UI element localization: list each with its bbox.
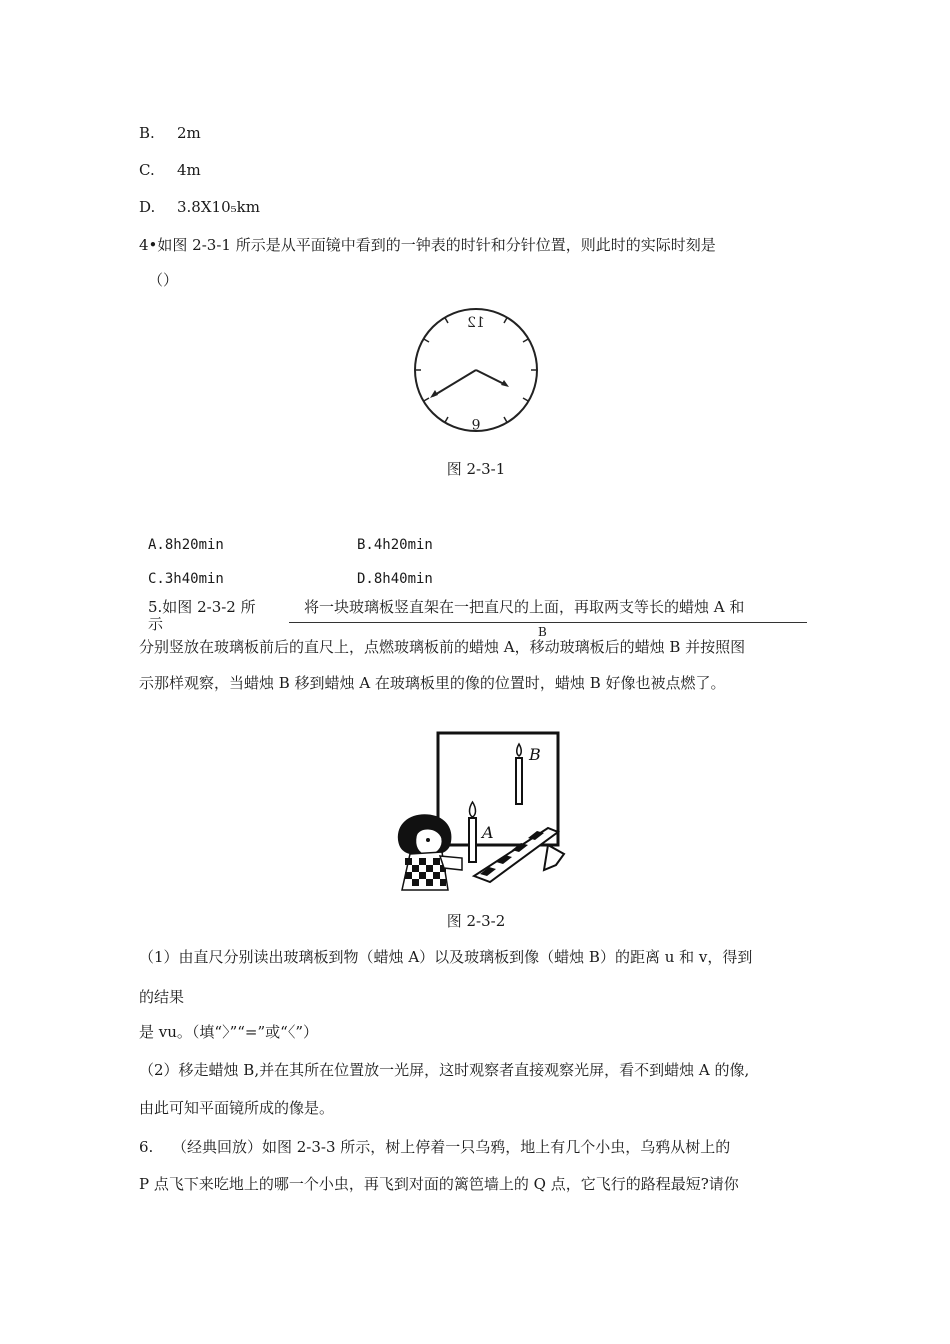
q5-sub2-line-1: （2）移走蜡烛 B,并在其所在位置放一光屏，这时观察者直接观察光屏，看不到蜡烛 A 的像, (139, 1061, 750, 1079)
q5-sub2-line-2: 由此可知平面镜所成的像是。 (139, 1099, 335, 1117)
option-text: 3.8X10₅km (177, 198, 260, 216)
q5-stem-right-cut: B (538, 625, 547, 639)
q4-stem: 4•如图 2-3-1 所示是从平面镜中看到的一钟表的时针和分针位置，则此时的实际时刻是 (139, 236, 716, 254)
option-letter: B. (139, 124, 155, 142)
q5-line-2: 分别竖放在玻璃板前后的直尺上，点燃玻璃板前的蜡烛 A，移动玻璃板后的蜡烛 B 并按照图 (139, 638, 746, 656)
minute-hand-tip (430, 390, 438, 398)
clock-number-6-inverted: 6 (471, 415, 481, 431)
q4-option-d: D.8h40min (357, 571, 433, 587)
q5-stem-right: 将一块玻璃板竖直架在一把直尺的上面，再取两支等长的蜡烛 A 和 (304, 598, 745, 616)
hour-hand-tip (501, 380, 509, 387)
q5-line-3: 示那样观察，当蜡烛 B 移到蜡烛 A 在玻璃板里的像的位置时，蜡烛 B 好像也被点燃了。 (139, 674, 726, 692)
plate-stand (544, 845, 564, 870)
option-b (139, 123, 201, 143)
candle-b-flame-icon (517, 744, 522, 756)
q6-line-2: P 点飞下来吃地上的哪一个小虫，再飞到对面的篱笆墙上的 Q 点，它飞行的路程最短?请你 (139, 1175, 739, 1193)
candle-a-label: A (482, 823, 494, 842)
option-letter: D. (139, 198, 156, 216)
figure-caption-2-3-1: 图 2-3-1 (446, 460, 506, 478)
option-text: 4m (177, 161, 201, 179)
option-text: 2m (177, 124, 201, 142)
q5-sub1-line-1: （1）由直尺分别读出玻璃板到物（蜡烛 A）以及玻璃板到像（蜡烛 B）的距离 u 和 v，得到 (139, 948, 753, 966)
q6-line-1: （经典回放）如图 2-3-3 所示，树上停着一只乌鸦，地上有几个小虫，乌鸦从树上的 (172, 1138, 731, 1156)
q5-blank-underline (289, 622, 807, 623)
q4-paren: （） (148, 271, 179, 289)
q6-number: 6. (139, 1138, 154, 1156)
mirror-clock-figure (410, 303, 542, 438)
hour-hand (476, 370, 506, 385)
q5-stem-left-cut: 示 (148, 615, 164, 633)
minute-hand (433, 370, 476, 396)
q4-option-c: C.3h40min (148, 571, 224, 587)
q5-stem-left: 5.如图 2-3-2 所 (148, 598, 256, 616)
observer-boy (398, 814, 462, 890)
candle-mirror-figure (388, 728, 570, 890)
q4-option-a: A.8h20min (148, 537, 224, 553)
candle-a-flame-icon (469, 802, 475, 817)
clock-number-12-mirrored: 12 (467, 315, 485, 331)
option-c (139, 160, 201, 180)
figure-caption-2-3-2: 图 2-3-2 (446, 912, 506, 930)
candle-b (516, 758, 522, 804)
q5-sub1-line-2: 的结果 (139, 988, 185, 1006)
q4-option-b: B.4h20min (357, 537, 433, 553)
candle-b-label: B (529, 745, 541, 764)
option-letter: C. (139, 161, 155, 179)
q5-sub1-line-3: 是 vu。（填“〉”“=”或“〈”） (139, 1023, 318, 1041)
candle-a (469, 818, 476, 862)
option-d (139, 197, 260, 217)
